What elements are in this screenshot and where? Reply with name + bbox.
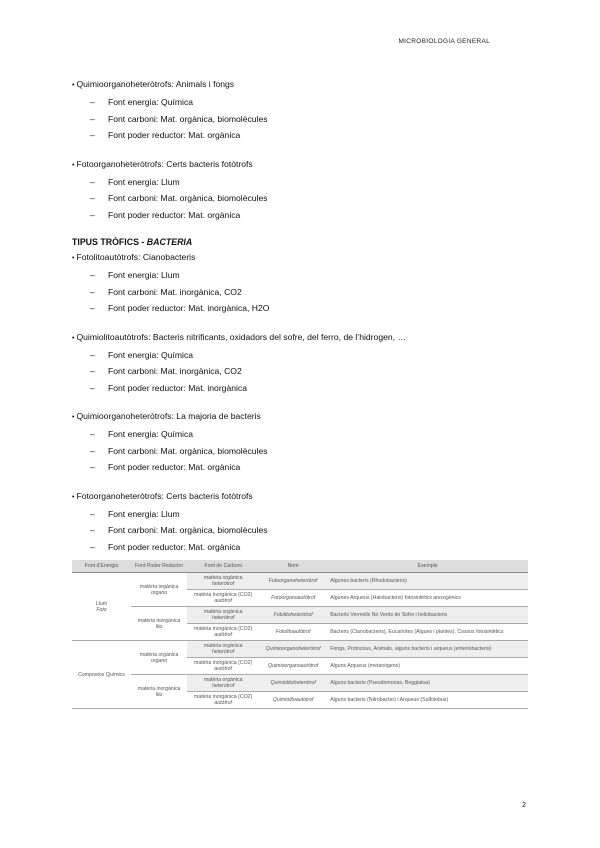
bullet-icon: •	[72, 255, 75, 262]
group-item: Font carboni: Mat. orgànica, biomolècules	[108, 445, 268, 456]
group-item: Font poder reductor: Mat. inorgànica	[108, 382, 248, 393]
energy-cell: Compostos Químics	[72, 641, 131, 709]
group-item: Font energia: Llum	[108, 270, 180, 280]
list-item: • Quimioorganoheteròtrofs: La majoria de bacteris – Font energia: Química – Font carboni: Mat. orgànica, biomolècules – Font poder reductor: Mat. orgànica	[72, 411, 268, 472]
group-item: Font poder reductor: Mat. orgànica	[108, 541, 241, 552]
group-title: Fotoorganoheteròtrofs: Certs bacteris fotòtrofs	[76, 490, 253, 501]
group-item: Font poder reductor: Mat. orgànica	[108, 462, 241, 472]
example-cell: Bacteris Vermells No Verds de Sofre i heliobacteris	[327, 607, 528, 624]
list-item: • Quimiolitoautòtrofs: Bacteris nitrificants, oxidadors del sofre, del ferro, de l’hidrogen, … – Font energia: Química – Font carboni: Mat. inorgànica, CO2 – Font poder reductor: Mat. inorgànica	[72, 331, 407, 393]
carbon-cell: matèria inorgànica (CO2) autòtrof	[187, 624, 259, 641]
energy-cell: Llum Foto	[72, 573, 131, 641]
group-item: Font carboni: Mat. inorgànica, CO2	[108, 286, 242, 297]
document-body	[72, 76, 542, 567]
bullet-icon: •	[72, 414, 75, 421]
name-cell: Quimiolitoautòtrof	[259, 692, 327, 709]
group-item: Font poder reductor: Mat. orgànica	[108, 130, 241, 140]
example-cell: Fongs, Protozous, Animals, alguns bacteris i arqueus (enteriobacteris)	[327, 641, 528, 658]
example-cell: Alguns Arqueus (metanògens)	[327, 658, 528, 675]
section-title: TIPUS TRÒFICS - BACTERIA	[72, 237, 193, 247]
group-item: Font energia: Llum	[108, 508, 180, 519]
name-cell: Quimiolitoheteròtrof	[259, 675, 327, 692]
carbon-cell: matèria orgànica heteròtrof	[187, 607, 259, 624]
column-header: Font Poder Reductor	[131, 560, 187, 573]
carbon-cell: matèria orgànica heteròtrof	[187, 641, 259, 658]
group-title: Quimioorganoheteròtrofs: Animals i fongs	[76, 79, 235, 89]
page-number: 2	[522, 802, 526, 809]
name-cell: Fotolitoautòtrof	[259, 624, 327, 641]
name-cell: Fotolitoheteròtrof	[259, 607, 327, 624]
group-title: Quimiolitoautòtrofs: Bacteris nitrificants, oxidadors del sofre, del ferro, de l’hidrogen, …	[76, 331, 407, 342]
group-item: Font carboni: Mat. orgànica, biomolècules	[108, 525, 268, 535]
group-item: Font poder reductor: Mat. inorgànica, H2O	[108, 303, 270, 313]
group-item: Font carboni: Mat. orgànica, biomolècules	[108, 113, 268, 124]
example-cell: Bacteris (Cianobacteris), Eucariotes (Algues i plantes). Cossos fotosintètics	[327, 624, 528, 641]
group-title: Fotolitoautòtrofs: Cianobacteris	[76, 252, 196, 262]
group-item: Font energia: Química	[108, 349, 194, 360]
column-header: Font de Carboni	[187, 560, 259, 573]
name-cell: Fotoorganoautòtrof	[259, 590, 327, 607]
list-item: • Quimioorganoheteròtrofs: Animals i fongs – Font energia: Química – Font carboni: Mat. orgànica, biomolècules – Font poder reductor: Mat. orgànica	[72, 79, 268, 140]
table-row	[72, 675, 528, 692]
carbon-cell: matèria orgànica heteròtrof	[187, 675, 259, 692]
example-cell: Algunes Arqueus (Halobacteris) fotosintètics anoxigènics	[327, 590, 528, 607]
column-header: Exemple	[327, 560, 528, 573]
list-item: • Fotolitoautòtrofs: Cianobacteris – Font energia: Llum – Font carboni: Mat. inorgànica, CO2 – Font poder reductor: Mat. inorgànica, H2O	[72, 252, 270, 313]
example-cell: Alguns bacteris (Pseudomonas, Beggiatoa)	[327, 675, 528, 692]
carbon-cell: matèria inorgànica (CO2) autòtrof	[187, 590, 259, 607]
reductor-cell: matèria inorgànica lito	[131, 607, 187, 641]
bullet-icon: •	[72, 161, 75, 169]
bullet-icon: •	[72, 334, 75, 342]
group-item: Font energia: Llum	[108, 176, 180, 187]
trophic-types-table	[72, 560, 528, 709]
reductor-cell: matèria orgànica organo	[131, 573, 187, 607]
list-item: • Fotoorganoheteròtrofs: Certs bacteris fotòtrofs – Font energia: Llum – Font carboni: Mat. orgànica, biomolècules – Font poder reductor: Mat. orgànica	[72, 490, 268, 552]
column-header: Nom	[259, 560, 327, 573]
running-header: MICROBIOLOGIA GENERAL	[398, 38, 490, 45]
table-row	[72, 641, 528, 658]
table-header-row	[72, 560, 528, 573]
bullet-icon: •	[72, 82, 75, 89]
carbon-cell: matèria inorgànica (CO2) autòtrof	[187, 658, 259, 675]
carbon-cell: matèria inorgànica (CO2) autòtrof	[187, 692, 259, 709]
name-cell: Quimioorganoautòtrof	[259, 658, 327, 675]
group-item: Font carboni: Mat. inorgànica, CO2	[108, 366, 242, 376]
reductor-cell: matèria inorgànica lito	[131, 675, 187, 709]
table-row	[72, 573, 528, 590]
table-row	[72, 607, 528, 624]
group-item: Font poder reductor: Mat. orgànica	[108, 209, 241, 220]
column-header: Font d'Energia	[72, 560, 131, 573]
group-item: Font energia: Química	[108, 97, 194, 107]
group-item: Font carboni: Mat. orgànica, biomolècules	[108, 193, 268, 203]
reductor-cell: matèria orgànica organo	[131, 641, 187, 675]
group-title: Quimioorganoheteròtrofs: La majoria de bacteris	[76, 411, 261, 421]
name-cell: Quimioorganoheteròtrof	[259, 641, 327, 658]
group-item: Font energia: Química	[108, 429, 194, 439]
bullet-icon: •	[72, 493, 75, 501]
list-item: • Fotoorganoheteròtrofs: Certs bacteris fotòtrofs – Font energia: Llum – Font carboni: Mat. orgànica, biomolècules – Font poder reductor: Mat. orgànica	[72, 158, 268, 220]
example-cell: Alguns bacteris (Nitrobacter) i Arqueus (Sulfolobus)	[327, 692, 528, 709]
example-cell: Algunes bacteris (Rhodobacteris)	[327, 573, 528, 590]
carbon-cell: matèria orgànica heteròtrof	[187, 573, 259, 590]
group-title: Fotoorganoheteròtrofs: Certs bacteris fotòtrofs	[76, 158, 253, 169]
name-cell: Fotoorganoheteròtrof	[259, 573, 327, 590]
